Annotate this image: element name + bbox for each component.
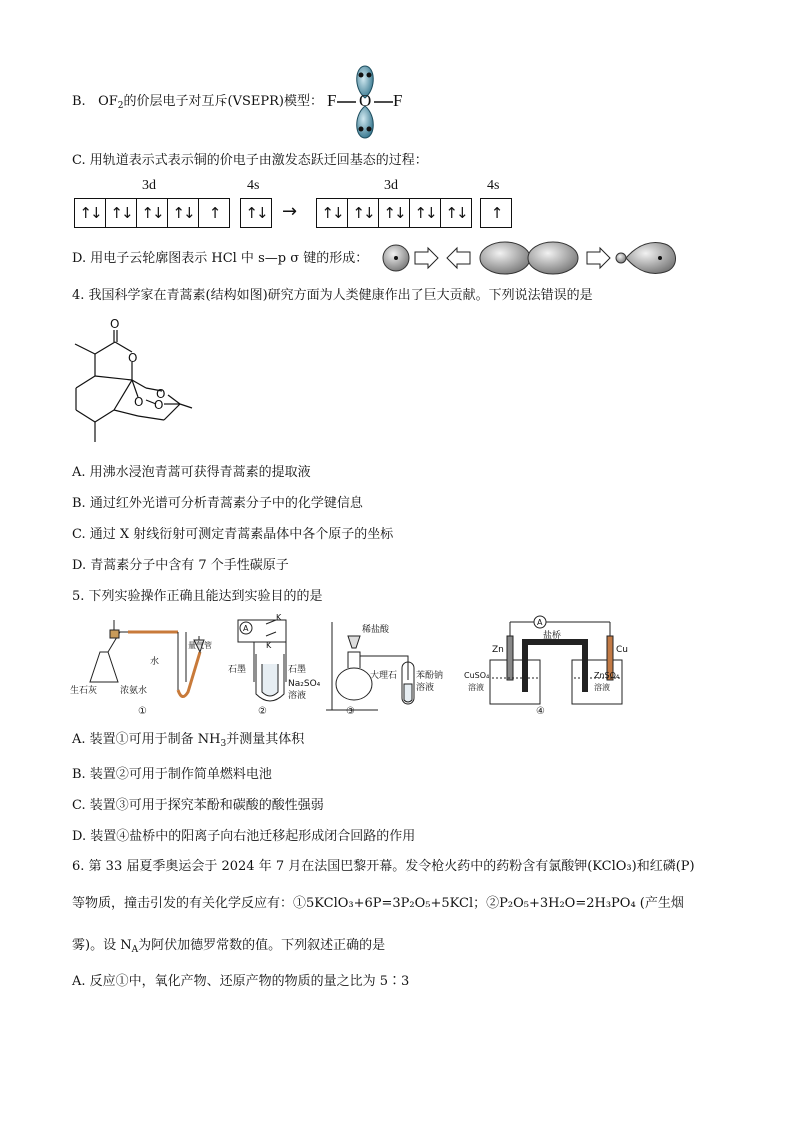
ammeter-4-label: A (537, 618, 543, 627)
label-na2so4: Na₂SO₄ (288, 679, 321, 689)
switch-k1-label: K (276, 613, 282, 622)
p-orbital-lobe-left (480, 242, 530, 274)
q5-option-a (72, 731, 304, 753)
label-3d-right: 3d (384, 178, 398, 193)
orbital-cell: ↑ (208, 204, 220, 222)
q6-line-2: 等物质，撞击引发的有关化学反应有：①5KClO₃+6P=3P₂O₅+5KCl；②P₂O₅+3H₂O=2H₃PO₄ (产生烟 (72, 896, 684, 911)
label-4s-left: 4s (247, 178, 260, 193)
label-lime: 生石灰 (70, 686, 98, 696)
atom-o: O (359, 91, 372, 110)
label-znso4: ZnSO₄ (594, 671, 620, 680)
q4-stem: 4. 我国科学家在青蒿素(结构如图)研究方面为人类健康作出了巨大贡献。下列说法错误的是 (72, 288, 593, 303)
p-orbital-lobe-right (528, 242, 578, 274)
label-solution-4b: 溶液 (594, 683, 610, 692)
ammeter-label: A (243, 624, 249, 633)
orbital-3d-left (74, 198, 230, 228)
q5-option-a-prefix: A. 装置①可用于制备 NH (72, 732, 221, 747)
orbital-cell: ↑ (490, 204, 502, 222)
q6-line-3-prefix: 雾)。设 N (72, 938, 132, 953)
hollow-arrow-right-icon (415, 248, 438, 268)
label-ammonia: 浓氨水 (120, 686, 148, 696)
orbital-cell: ↑↓ (137, 199, 168, 227)
label-graphite-left: 石墨 (228, 665, 247, 675)
q5-option-b: B. 装置②可用于制作简单燃料电池 (72, 767, 272, 782)
orbital-cell: ↑↓ (410, 199, 441, 227)
q5-option-a-sub: 3 (220, 739, 227, 749)
label-marble: 大理石 (370, 671, 398, 681)
orbital-3d-right (316, 198, 472, 228)
sp-overlap-orbital-icon (626, 243, 676, 274)
apparatus-4-number: ④ (536, 706, 545, 717)
orbital-cell: ↑↓ (379, 199, 410, 227)
atom-o-carbonyl: O (110, 317, 120, 331)
orbital-cell: ↑↓ (445, 204, 467, 222)
label-3d-left: 3d (142, 178, 156, 193)
option-c-text: C. 用轨道表示式表示铜的价电子由激发态跃迁回基态的过程： (72, 153, 428, 168)
q5-stem: 5. 下列实验操作正确且能达到实验目的的是 (72, 589, 323, 604)
atom-f-right: F (393, 91, 403, 110)
label-solution-3: 溶液 (416, 683, 435, 693)
label-sodium-phenoxide: 苯酚钠 (416, 671, 444, 681)
atom-f-left: F (327, 91, 337, 110)
orbital-cell: ↑↓ (317, 199, 348, 227)
q5-option-c: C. 装置③可用于探究苯酚和碳酸的酸性强弱 (72, 798, 324, 813)
hollow-arrow-right-icon (587, 248, 610, 268)
atom-o-peroxide-1: O (156, 387, 166, 401)
option-b-text: 的价层电子对互斥(VSEPR)模型： (123, 94, 323, 109)
hollow-arrow-left-icon (447, 248, 470, 268)
atom-o-ring: O (128, 351, 138, 365)
electron-cloud-diagram (380, 238, 690, 280)
label-dilute-hcl: 稀盐酸 (362, 625, 390, 635)
q4-option-a: A. 用沸水浸泡青蒿可获得青蒿素的提取液 (72, 465, 311, 480)
label-water: 水 (150, 657, 160, 667)
atom-o-ether: O (134, 395, 144, 409)
q5-option-a-suffix: 并测量其体积 (226, 732, 305, 747)
option-b (72, 93, 323, 115)
label-cu: Cu (616, 645, 628, 655)
orbital-cell: ↑↓ (245, 204, 267, 222)
option-d-text: D. 用电子云轮廓图表示 HCl 中 s—p σ 键的形成： (72, 251, 369, 266)
q5-apparatus (70, 612, 630, 720)
option-b-prefix: B. (72, 94, 86, 109)
q5-option-d: D. 装置④盐桥中的阳离子向右池迁移起形成闭合回路的作用 (72, 829, 416, 844)
q6-line-3-suffix: 为阿伏加德罗常数的值。下列叙述正确的是 (138, 938, 386, 953)
orbital-cell: ↑↓ (348, 199, 379, 227)
label-gas-tube: 量气管 (188, 641, 212, 650)
orbital-4s-right (480, 198, 512, 228)
apparatus-1-number: ① (138, 706, 147, 717)
orbital-cell: ↑↓ (168, 199, 199, 227)
switch-k2-label: K (266, 641, 272, 650)
option-b-sub: 2 (117, 101, 124, 111)
q4-option-c: C. 通过 X 射线衍射可测定青蒿素晶体中各个原子的坐标 (72, 527, 394, 542)
orbital-4s-left (240, 198, 272, 228)
atom-o-peroxide-2: O (154, 398, 164, 412)
option-b-formula: OF (98, 94, 118, 109)
q6-line-3-sub: A (131, 945, 139, 955)
apparatus-2-number: ② (258, 706, 267, 717)
label-salt-bridge: 盐桥 (543, 631, 562, 641)
q6-option-a: A. 反应①中，氧化产物、还原产物的物质的量之比为 5∶3 (72, 974, 410, 989)
q6-line-1: 6. 第 33 届夏季奥运会于 2024 年 7 月在法国巴黎开幕。发令枪火药中的药粉含有氯酸钾(KClO₃)和红磷(P) (72, 859, 695, 874)
label-4s-right: 4s (487, 178, 500, 193)
artemisinin-structure (68, 312, 198, 452)
orbital-cell: ↑↓ (106, 199, 137, 227)
transition-arrow: → (282, 201, 298, 222)
label-solution-4a: 溶液 (468, 683, 484, 692)
label-solution-2: 溶液 (288, 691, 307, 701)
q4-option-d: D. 青蒿素分子中含有 7 个手性碳原子 (72, 558, 289, 573)
small-s-orbital-icon (616, 253, 626, 263)
label-zn: Zn (492, 645, 504, 655)
apparatus-3-number: ③ (346, 706, 355, 717)
label-cuso4: CuSO₄ (464, 671, 490, 680)
q4-option-b: B. 通过红外光谱可分析青蒿素分子中的化学键信息 (72, 496, 363, 511)
q6-line-3 (72, 937, 385, 959)
label-graphite-right: 石墨 (288, 665, 307, 675)
orbital-cell: ↑↓ (75, 199, 106, 227)
